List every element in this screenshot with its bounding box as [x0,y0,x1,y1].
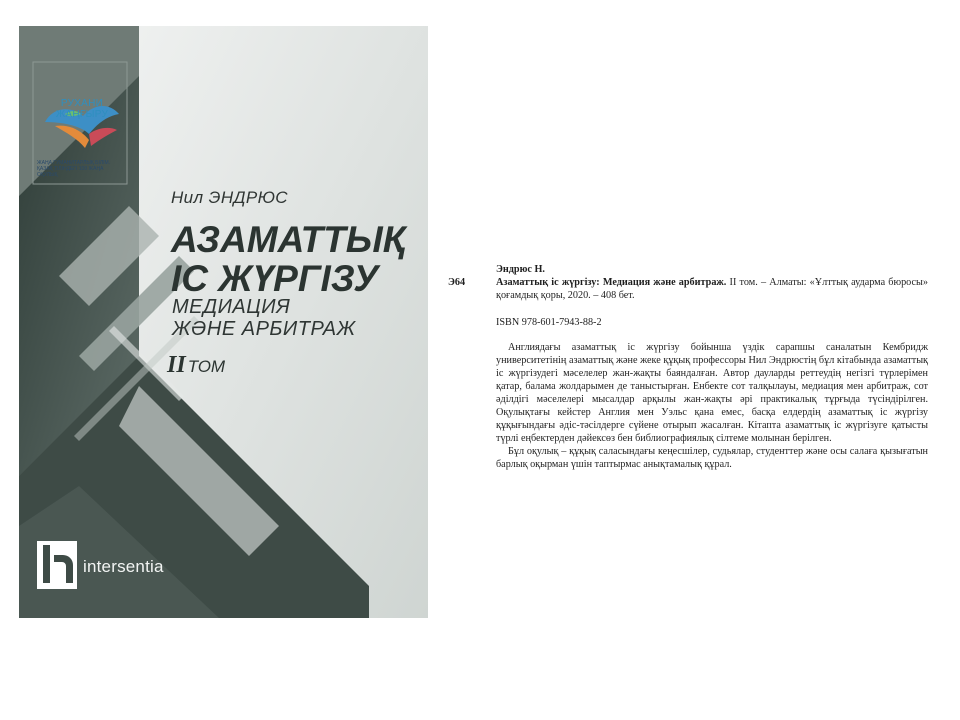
rukhani-zhangyru-logo [35,64,127,182]
abstract-paragraph-1: Англиядағы азаматтық іс жүргізу бойынша үздік сарапшы саналатын Кембридж университетінің азаматтық және жеке құқық профессоры Нил Эндрюстің бұл кітабында азаматтық іс жүргізудегі мәселелер жан-жақты баяндалған. Автор дауларды реттеудің негізгі түрлерімен қатар, балама жолдарымен де таныстырған. Енбекте сот талқылауы, медиация мен арбитраж, сот әділдігі мәселелері мысалдар арқылы жан-жақты әрі практикалық тұрғыда түсіндірілген. Оқулықтағы кейстер Англия мен Уэльс қана емес, басқа елдердің азаматтық іс жүргізу құқығындағы әдіс-тәсілдерге сүйене отырып жасалған. Кітапта азаматтық іс жүргізуге қатысты түрлі еңбектерден дәйексөз бен библиографиялық сілтеме молынан берілген. [496,342,928,444]
cover-title-line1: АЗАМАТТЫҚ [171,219,406,260]
intersentia-logo-icon [37,541,77,589]
catalog-title: Азаматтық іс жүргізу: Медиация және арбитраж. [496,277,727,288]
cover-volume [167,352,225,379]
volume-number: II [167,352,186,378]
bibliographic-reference [496,263,928,302]
catalog-author: Эндрюс Н. [496,264,545,275]
logo-title [49,98,115,120]
logo-subtitle: ЖАҢА ГУМАНИТАРЛЫҚ БІЛІМ. ҚАЗАҚ ТІЛІНДЕГІ 100 ЖАҢА ОҚУЛЫҚ [37,160,111,178]
classification-code: Э64 [448,277,466,288]
book-cover [19,26,428,618]
publisher-name: intersentia [83,557,164,576]
volume-word: ТОМ [187,357,226,376]
abstract-paragraph-2: Бұл оқулық – құқық саласындағы кеңесшілер, судьялар, студенттер және осы салаға қызығатын барлық оқырман үшін таптырмас анықтамалық құрал. [496,446,928,470]
catalog-reference-rest: II том. – Алматы: «Ұлттық аударма бюросы» қоғамдық қоры, 2020. – 408 бет. [496,277,928,301]
cover-author: Нил ЭНДРЮС [171,188,288,207]
cover-subtitle-line2: ЖӘНЕ АРБИТРАЖ [172,318,356,340]
catalog-reference [496,276,928,302]
cover-title-line2: ІС ЖҮРГІЗУ [171,258,379,299]
logo-title-line2: ЖАҢҒЫРУ [55,109,109,120]
abstract [496,341,928,471]
cover-subtitle-line1: МЕДИАЦИЯ [172,296,291,318]
logo-title-line1: РУХАНИ [60,98,104,109]
isbn: ISBN 978-601-7943-88-2 [496,317,602,328]
